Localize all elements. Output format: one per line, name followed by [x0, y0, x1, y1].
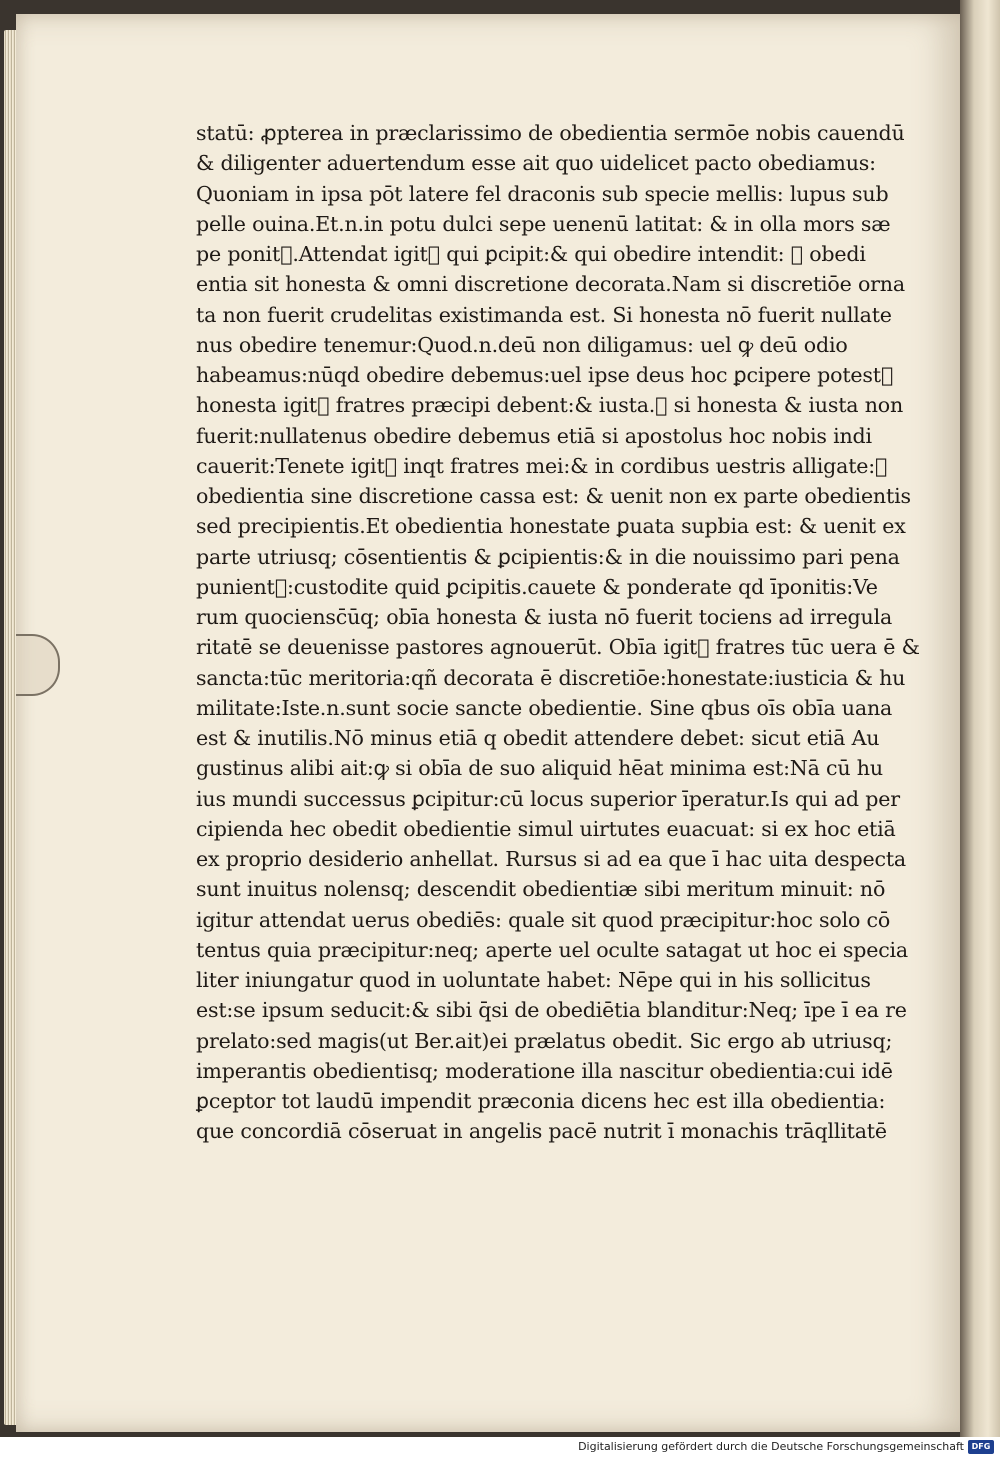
text-line: gustinus alibi ait:ꝙ si obīa de suo aliquid hēat minima est:Nā cū hu: [196, 756, 883, 781]
text-line: & diligenter aduertendum esse ait quo uidelicet pacto obediamus:: [196, 151, 876, 176]
text-line: sancta:tūc meritoria:qñ decorata ē discretiōe:honestate:iusticia & hu: [196, 665, 906, 690]
text-line: militate:Iste.n.sunt socie sancte obedientie. Sine qbus oīs obīa uana: [196, 695, 893, 720]
book-gutter: [960, 0, 1000, 1437]
text-block: [196, 118, 920, 1147]
text-line: est:se ipsum seducit:& sibi q̄si de obediētia blanditur:Neq; īpe ī ea re: [196, 998, 907, 1023]
dfg-logo: DFG: [968, 1440, 994, 1454]
text-line: sed precipientis.Et obedientia honestate ꝑuata supbia est: & uenit ex: [196, 514, 906, 539]
footer-bar: [0, 1437, 1000, 1458]
text-line: prelato:sed magis(ut Ber.ait)ei prælatus obedit. Sic ergo ab utriusq;: [196, 1028, 893, 1053]
text-line: statū: ꝓpterea in præclarissimo de obedientia sermōe nobis cauendū: [196, 121, 905, 145]
text-line: igitur attendat uerus obediēs: quale sit quod præcipitur:hoc solo cō: [196, 907, 891, 932]
text-line: cipienda hec obedit obedientie simul uirtutes euacuat: si ex hoc etiā: [196, 816, 896, 841]
text-line: habeamus:nūqd obedire debemus:uel ipse deus hoc ꝑcipere potest᷑: [196, 363, 894, 387]
text-line: pe ponit᷑.Attendat igit᷑ qui ꝑcipit:& qui obedire intendit: ꝙ obedi: [196, 242, 866, 266]
text-line: nus obedire tenemur:Quod.n.deū non diligamus: uel ꝙ deū odio: [196, 332, 848, 357]
text-line: fuerit:nullatenus obedire debemus etiā si apostolus hoc nobis indi: [196, 423, 872, 448]
text-line: liter iniungatur quod in uoluntate habet: Nēpe qui in his sollicitus: [196, 968, 871, 992]
text-line: punient᷑:custodite quid ꝑcipitis.cauete & ponderate qd īponitis:Ve: [196, 574, 878, 599]
text-line: parte utriusq; cōsentientis & ꝑcipientis:& in die nouissimo pari pena: [196, 544, 900, 569]
text-line: obedientia sine discretione cassa est: & uenit non ex parte obedientis: [196, 484, 911, 508]
text-line: est & inutilis.Nō minus etiā q obedit attendere debet: sicut etiā Au: [196, 726, 880, 750]
text-line: ꝑceptor tot laudū impendit præconia dicens hec est illa obedientia:: [196, 1089, 886, 1113]
text-line: entia sit honesta & omni discretione decorata.Nam si discretiōe orna: [196, 272, 905, 297]
text-line: sunt inuitus nolensq; descendit obedientiæ sibi meritum minuit: nō: [196, 877, 886, 902]
funding-credit: Digitalisierung gefördert durch die Deutsche Forschungsgemeinschaft: [578, 1440, 964, 1453]
text-line: imperantis obedientisq; moderatione illa nascitur obedientia:cui idē: [196, 1058, 893, 1083]
text-line: pelle ouina.Et.n.in potu dulci sepe uenenū latitat: & in olla mors sæ: [196, 211, 891, 236]
text-line: honesta igit᷑ fratres præcipi debent:& iusta.ꝙ si honesta & iusta non: [196, 393, 904, 418]
text-line: ius mundi successus ꝑcipitur:cū locus superior īperatur.Is qui ad per: [196, 786, 900, 811]
text-line: cauerit:Tenete igit᷑ inqt fratres mei:& in cordibus uestris alligate:ꝙ: [196, 453, 888, 478]
clasp-mark: [16, 634, 60, 696]
text-line: rum quociensc̄ūq; obīa honesta & iusta nō fuerit tociens ad irregula: [196, 605, 893, 629]
text-line: ta non fuerit crudelitas existimanda est. Si honesta nō fuerit nullate: [196, 302, 892, 327]
text-line: Quoniam in ipsa pōt latere fel draconis sub specie mellis: lupus sub: [196, 181, 889, 206]
text-line: ex proprio desiderio anhellat. Rursus si ad ea que ī hac uita despecta: [196, 847, 906, 871]
text-line: que concordiā cōseruat in angelis pacē nutrit ī monachis trāqllitatē: [196, 1119, 887, 1144]
text-line: tentus quia præcipitur:neq; aperte uel oculte satagat ut hoc ei specia: [196, 937, 908, 962]
text-line: ritatē se deuenisse pastores agnouerūt. Obīa igit᷑ fratres tūc uera ē &: [196, 635, 920, 660]
